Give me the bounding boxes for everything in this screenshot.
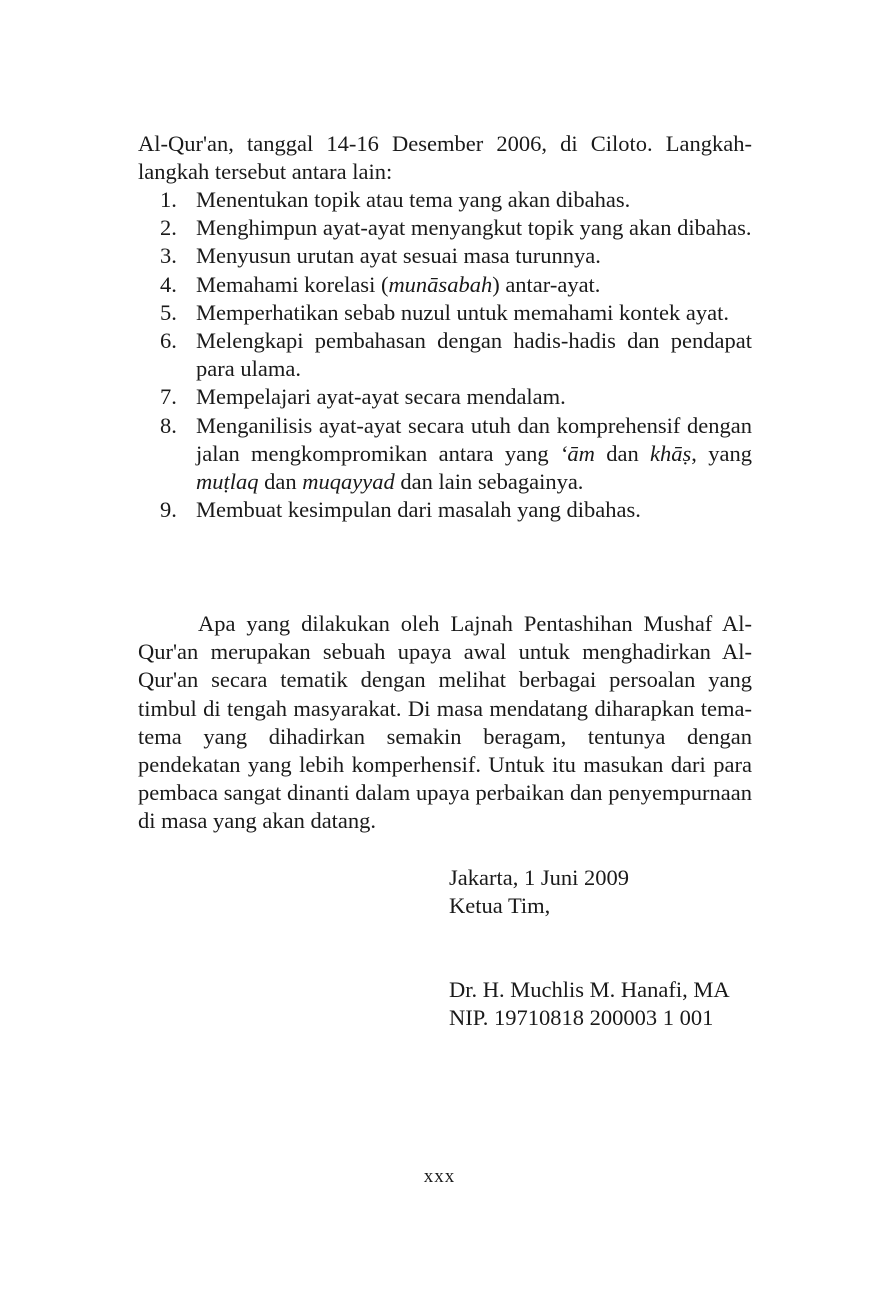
list-item-text: Menyusun urutan ayat sesuai masa turunnya. bbox=[196, 243, 601, 269]
closing-paragraph: Apa yang dilakukan oleh Lajnah Pentashihan Mushaf Al-Qur'an merupakan sebuah upaya awal untuk menghadirkan Al-Qur'an secara tematik dengan melihat berbagai persoalan yang timbul di tengah masyarakat. Di masa mendatang diharapkan tema-tema yang dihadirkan semakin beragam, tentunya dengan pendekatan yang lebih komperhensif. Untuk itu masukan dari para pembaca sangat dinanti dalam upaya perbaikan dan penyempurnaan di masa yang akan datang. bbox=[138, 611, 752, 834]
list-item-number: 9. bbox=[160, 497, 177, 523]
text-segment: Menganilisis ayat-ayat secara utuh dan komprehensif dengan jalan mengkompromikan antara yang bbox=[196, 412, 752, 466]
signature-name: Dr. H. Muchlis M. Hanafi, MA bbox=[449, 977, 730, 1002]
list-item-text: Melengkapi pembahasan dengan hadis-hadis dan pendapat para ulama. bbox=[196, 328, 752, 382]
list-item-number: 5. bbox=[160, 299, 177, 325]
text-segment: Memahami korelasi ( bbox=[196, 271, 389, 297]
list-item-text bbox=[196, 271, 752, 299]
signature-nip: NIP. 19710818 200003 1 001 bbox=[449, 1005, 714, 1030]
italic-term: khāṣ bbox=[650, 440, 692, 466]
list-item-number: 8. bbox=[160, 412, 177, 438]
text-segment: dan lain sebagainya. bbox=[394, 469, 584, 495]
list-item bbox=[160, 214, 752, 242]
list-item bbox=[160, 242, 752, 270]
italic-term: munāsabah bbox=[388, 271, 493, 297]
list-item-number: 2. bbox=[160, 215, 177, 241]
text-segment: ) antar-ayat. bbox=[492, 271, 601, 297]
list-item bbox=[160, 412, 752, 497]
signature-role: Ketua Tim, bbox=[449, 893, 551, 918]
italic-term: muqayyad bbox=[302, 469, 395, 495]
list-item-text: Menghimpun ayat-ayat menyangkut topik yang akan dibahas. bbox=[196, 215, 752, 241]
list-item bbox=[160, 271, 752, 299]
list-item-number: 4. bbox=[160, 271, 177, 297]
list-item bbox=[160, 496, 752, 524]
steps-list bbox=[160, 186, 752, 524]
list-item bbox=[160, 383, 752, 411]
list-item-number: 1. bbox=[160, 187, 177, 212]
page-number: xxx bbox=[423, 1166, 456, 1187]
list-item-number: 3. bbox=[160, 243, 177, 269]
text-segment: dan bbox=[258, 469, 303, 495]
text-segment: , yang bbox=[691, 440, 752, 466]
italic-term: ‘ām bbox=[559, 440, 595, 466]
intro-paragraph: Al-Qur'an, tanggal 14-16 Desember 2006, di Ciloto. Langkah-langkah tersebut antara lain: bbox=[138, 131, 752, 185]
list-item-text: Membuat kesimpulan dari masalah yang dibahas. bbox=[196, 497, 641, 523]
list-item-number: 6. bbox=[160, 328, 177, 354]
list-item bbox=[160, 327, 752, 383]
text-segment: dan bbox=[594, 440, 651, 466]
list-item-text bbox=[196, 412, 752, 497]
signature-place-date: Jakarta, 1 Juni 2009 bbox=[449, 865, 629, 890]
list-item-text: Memperhatikan sebab nuzul untuk memahami kontek ayat. bbox=[196, 299, 729, 325]
list-item-text: Menentukan topik atau tema yang akan dibahas. bbox=[196, 187, 631, 212]
list-item-number: 7. bbox=[160, 384, 177, 410]
list-item-text: Mempelajari ayat-ayat secara mendalam. bbox=[196, 384, 566, 410]
italic-term: muṭlaq bbox=[196, 469, 259, 495]
list-item bbox=[160, 186, 752, 214]
list-item bbox=[160, 299, 752, 327]
